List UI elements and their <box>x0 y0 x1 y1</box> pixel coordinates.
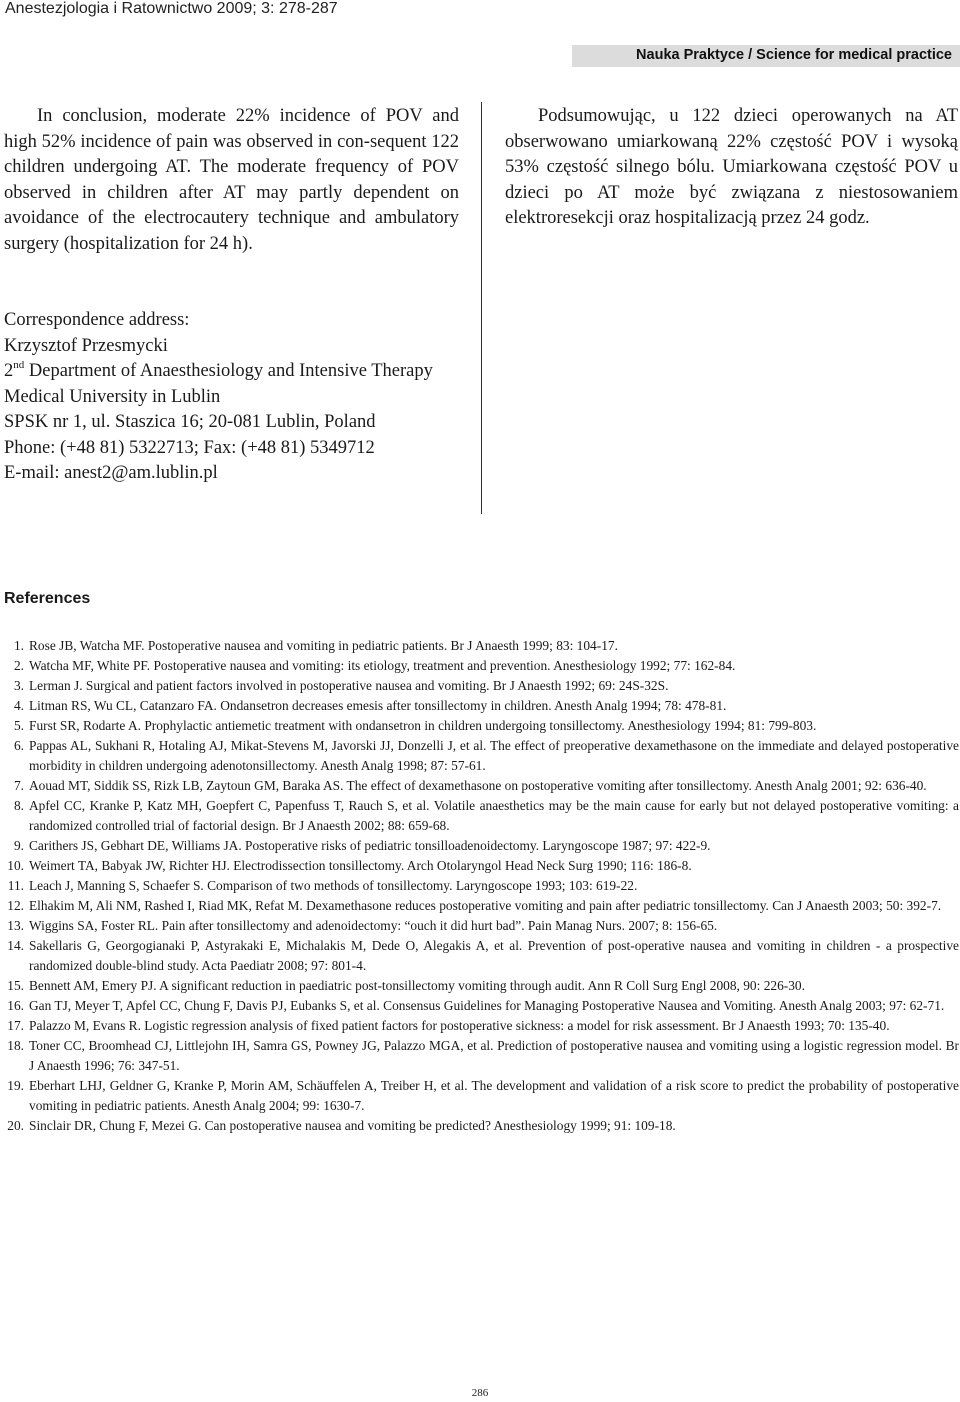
reference-text: Aouad MT, Siddik SS, Rizk LB, Zaytoun GM, Baraka AS. The effect of dexamethasone on postoperative vomiting after tonsillectomy. Anesth Analg 2001; 92: 636-40. <box>29 778 927 793</box>
reference-text: Palazzo M, Evans R. Logistic regression analysis of fixed patient factors for postoperative sickness: a model for risk assessment. Br J Anaesth 1993; 70: 135-40. <box>29 1018 890 1033</box>
references-heading: References <box>4 590 91 607</box>
reference-text: Elhakim M, Ali NM, Rashed I, Riad MK, Refat M. Dexamethasone reduces postoperative vomiting and pain after pediatric tonsillectomy. Can J Anaesth 2003; 50: 392-7. <box>29 898 942 913</box>
reference-text: Carithers JS, Gebhart DE, Williams JA. Postoperative risks of pediatric tonsilloadenoidectomy. Laryngoscope 1987; 97: 422-9. <box>29 838 711 853</box>
correspondence-email: E-mail: anest2@am.lublin.pl <box>4 463 218 483</box>
correspondence-heading: Correspondence address: <box>4 310 190 330</box>
department-ordinal: 2 <box>4 361 14 381</box>
reference-number: 7. <box>13 778 24 793</box>
reference-text: Sinclair DR, Chung F, Mezei G. Can postoperative nausea and vomiting be predicted? Anesthesiology 1999; 91: 109-18. <box>29 1118 676 1133</box>
section-banner <box>572 45 960 67</box>
reference-number: 2. <box>13 658 24 673</box>
reference-text: Lerman J. Surgical and patient factors involved in postoperative nausea and vomiting. Br J Anaesth 1992; 69: 24S-32S. <box>29 678 669 693</box>
reference-item <box>4 656 959 676</box>
reference-text: Weimert TA, Babyak JW, Richter HJ. Electrodissection tonsillectomy. Arch Otolaryngol Head Neck Surg 1990; 116: 186-8. <box>29 858 692 873</box>
reference-item <box>4 796 959 836</box>
reference-number: 20. <box>7 1118 24 1133</box>
page-number: 286 <box>471 1387 489 1399</box>
reference-text: Toner CC, Broomhead CJ, Littlejohn IH, Samra GS, Powney JG, Palazzo MGA, et al. Prediction of postoperative nausea and vomiting using a logistic regression model. Br J Anaesth 1996; 76: 347-51. <box>29 1038 959 1073</box>
reference-text: Litman RS, Wu CL, Catanzaro FA. Ondansetron decreases emesis after tonsillectomy in children. Anesth Analg 1994; 78: 478-81. <box>29 698 727 713</box>
reference-number: 13. <box>7 918 24 933</box>
reference-item <box>4 856 959 876</box>
reference-item <box>4 1016 959 1036</box>
reference-item <box>4 636 959 656</box>
reference-number: 3. <box>13 678 24 693</box>
reference-number: 14. <box>7 938 24 953</box>
reference-text: Eberhart LHJ, Geldner G, Kranke P, Morin AM, Schäuffelen A, Treiber H, et al. The development and validation of a risk score to predict the probability of postoperative vomiting in pediatric patients. Anesth Analg 2004; 99: 1630-7. <box>29 1078 959 1113</box>
reference-text: Wiggins SA, Foster RL. Pain after tonsillectomy and adenoidectomy: “ouch it did hurt bad”. Pain Manag Nurs. 2007; 8: 156-65. <box>29 918 718 933</box>
reference-item <box>4 916 959 936</box>
reference-text: Rose JB, Watcha MF. Postoperative nausea and vomiting in pediatric patients. Br J Anaesth 1999; 83: 104-17. <box>29 638 618 653</box>
summary-english-column <box>4 104 459 257</box>
references-list <box>4 636 959 1136</box>
reference-number: 5. <box>13 718 24 733</box>
reference-item <box>4 1036 959 1076</box>
section-label: Nauka Praktyce / Science for medical practice <box>636 47 952 63</box>
reference-number: 8. <box>13 798 24 813</box>
reference-text: Bennett AM, Emery PJ. A significant reduction in paediatric post-tonsillectomy vomiting through audit. Ann R Coll Surg Engl 2008, 90: 226-30. <box>29 978 805 993</box>
reference-item <box>4 1116 959 1136</box>
reference-number: 9. <box>13 838 24 853</box>
reference-item <box>4 776 959 796</box>
reference-number: 6. <box>13 738 24 753</box>
reference-item <box>4 896 959 916</box>
reference-number: 10. <box>7 858 24 873</box>
reference-number: 16. <box>7 998 24 1013</box>
correspondence-address: SPSK nr 1, ul. Staszica 16; 20-081 Lublin, Poland <box>4 412 376 432</box>
reference-number: 12. <box>7 898 24 913</box>
reference-number: 11. <box>7 878 24 893</box>
journal-citation: Anestezjologia i Ratownictwo 2009; 3: 278-287 <box>5 0 338 17</box>
reference-text: Leach J, Manning S, Schaefer S. Comparison of two methods of tonsillectomy. Laryngoscope 1993; 103: 619-22. <box>29 878 638 893</box>
reference-number: 15. <box>7 978 24 993</box>
correspondence-university: Medical University in Lublin <box>4 386 221 407</box>
reference-item <box>4 716 959 736</box>
reference-item <box>4 736 959 776</box>
reference-text: Watcha MF, White PF. Postoperative nausea and vomiting: its etiology, treatment and prevention. Anesthesiology 1992; 77: 162-84. <box>29 658 736 673</box>
reference-text: Gan TJ, Meyer T, Apfel CC, Chung F, Davis PJ, Eubanks S, et al. Consensus Guidelines for Managing Postoperative Nausea and Vomiting. Anesth Analg 2003; 97: 62-71. <box>29 998 945 1013</box>
reference-text: Pappas AL, Sukhani R, Hotaling AJ, Mikat-Stevens M, Javorski JJ, Donzelli J, et al. The effect of preoperative dexamethasone on the immediate and delayed postoperative morbidity in children undergoing adenotonsillectomy. Anesth Analg 1998; 87: 57-61. <box>29 738 959 773</box>
reference-item <box>4 836 959 856</box>
reference-text: Apfel CC, Kranke P, Katz MH, Goepfert C, Papenfuss T, Rauch S, et al. Volatile anaesthetics may be the main cause for early but not delayed postoperative vomiting: a randomized controlled trial of factorial design. Br J Anaesth 2002; 88: 659-68. <box>29 798 959 833</box>
summary-polish: Podsumowując, u 122 dzieci operowanych na AT obserwowano umiarkowaną 22% częstość POV i wysoką 53% częstość silnego bólu. Umiarkowana częstość POV u dzieci po AT może być związana z niestosowaniem elektroresekcji oraz hospitalizacją przez 24 godz. <box>505 106 958 228</box>
summary-english: In conclusion, moderate 22% incidence of POV and high 52% incidence of pain was observed in con-sequent 122 children undergoing AT. The moderate frequency of POV observed in children after AT may partly dependent on avoidance of the electrocautery technique and ambulatory surgery (hospitalization for 24 h). <box>4 106 459 254</box>
correspondence-department <box>4 359 460 385</box>
department-name: Department of Anaesthesiology and Intensive Therapy <box>24 361 433 381</box>
reference-number: 19. <box>7 1078 24 1093</box>
reference-number: 1. <box>13 638 24 653</box>
reference-number: 17. <box>7 1018 24 1033</box>
summary-polish-column <box>505 104 958 232</box>
department-ordinal-suffix: nd <box>13 359 25 371</box>
reference-item <box>4 1076 959 1116</box>
reference-item <box>4 936 959 976</box>
column-divider <box>481 102 482 514</box>
correspondence-name: Krzysztof Przesmycki <box>4 335 168 356</box>
reference-number: 4. <box>13 698 24 713</box>
reference-text: Sakellaris G, Georgogianaki P, Astyrakaki E, Michalakis M, Dede O, Alegakis A, et al. Prevention of post-operative nausea and vomiting in children - a prospective randomized double-blind study. Acta Paediatr 2008; 97: 801-4. <box>29 938 959 973</box>
reference-item <box>4 676 959 696</box>
correspondence-phone: Phone: (+48 81) 5322713; Fax: (+48 81) 5349712 <box>4 437 375 458</box>
reference-item <box>4 996 959 1016</box>
reference-text: Furst SR, Rodarte A. Prophylactic antiemetic treatment with ondansetron in children undergoing tonsillectomy. Anesthesiology 1994; 81: 799-803. <box>29 718 817 733</box>
correspondence-block <box>4 308 460 487</box>
reference-number: 18. <box>7 1038 24 1053</box>
reference-item <box>4 876 959 896</box>
reference-item <box>4 696 959 716</box>
reference-item <box>4 976 959 996</box>
